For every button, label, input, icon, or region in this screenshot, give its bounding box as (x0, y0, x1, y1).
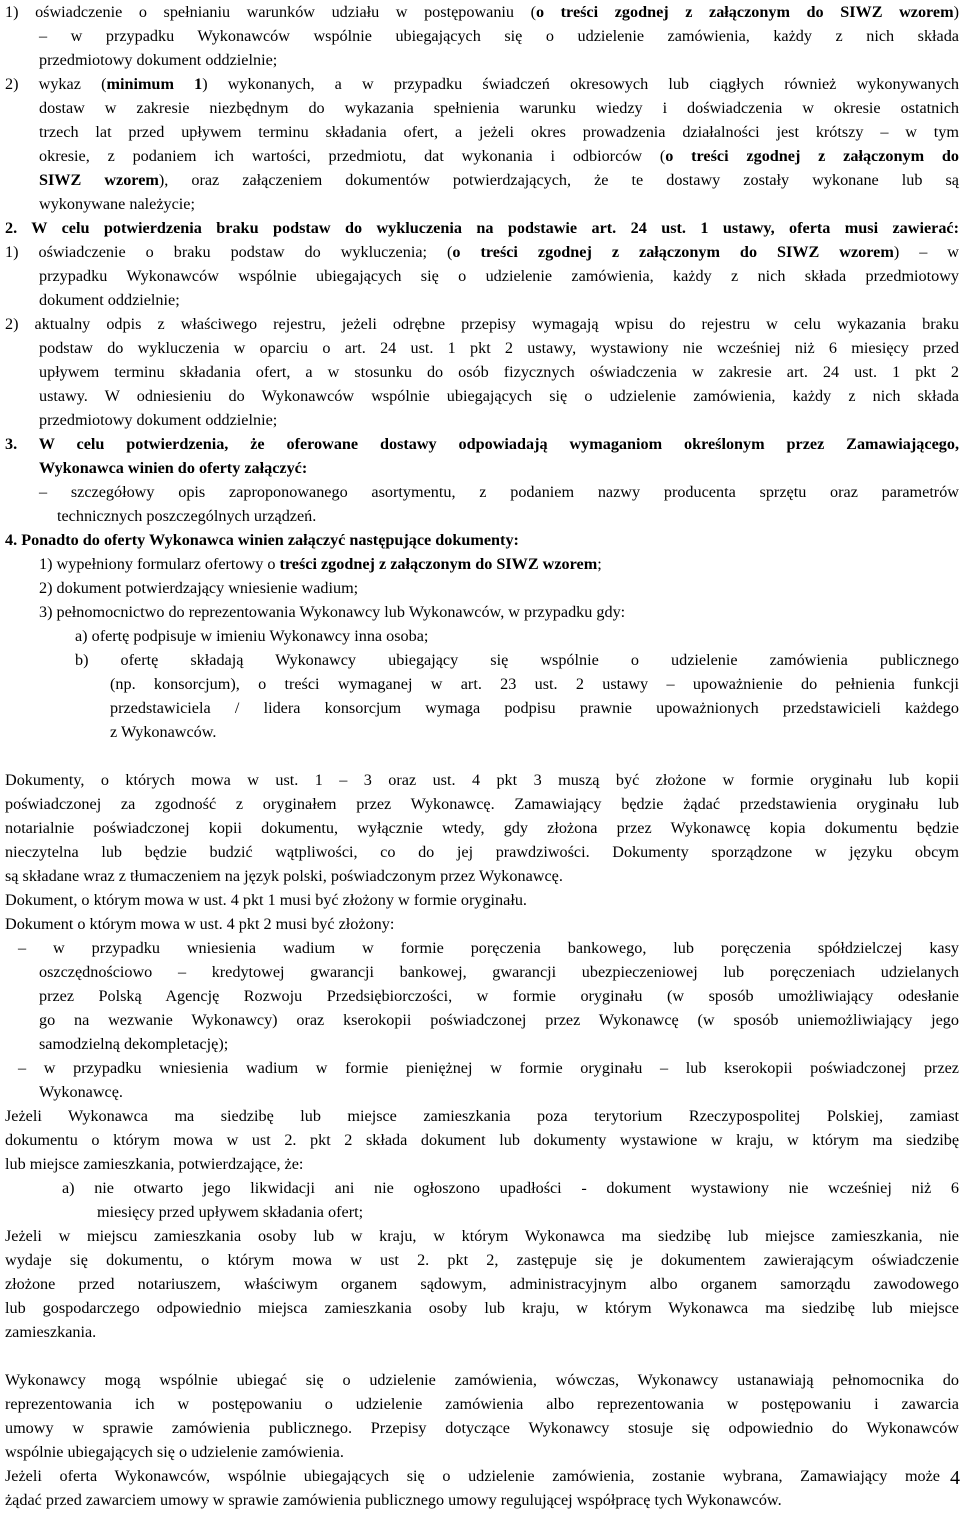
text-line: 1) oświadczenie o braku podstaw do wykluczenia; (o treści zgodnej z załączonym do SIWZ wzorem) – w (5, 243, 959, 261)
text-line: umowy w sprawie zamówienia publicznego. Przepisy dotyczące Wykonawcy stosuje się odpowiednio do Wykonawców (5, 1419, 959, 1437)
text-line: 3. W celu potwierdzenia, że oferowane dostawy odpowiadają wymaganiom określonym przez Zamawiającego, (5, 435, 959, 453)
text-line: zamieszkania. (5, 1323, 97, 1341)
text-line: Wykonawca winien do oferty załączyć: (39, 459, 308, 477)
text-line: miesięcy przed upływem składania ofert; (97, 1203, 364, 1221)
text-line: dokument oddzielnie; (39, 291, 180, 309)
text-line: 1) wypełniony formularz ofertowy o treści zgodnej z załączonym do SIWZ wzorem; (39, 555, 602, 573)
text-line: Dokumenty, o których mowa w ust. 1 – 3 oraz ust. 4 pkt 3 muszą być złożone w formie oryginału lub kopii (5, 771, 959, 789)
text-line: (np. konsorcjum), o treści wymaganej w art. 23 ust. 2 ustawy – upoważnienie do pełnienia funkcji (110, 675, 959, 693)
page-number: 4 (950, 1467, 960, 1489)
text-line: podstaw do wykluczenia w oparciu o art. 24 ust. 1 pkt 2 ustawy, wystawiony nie wcześniej niż 6 miesięcy przed (39, 339, 959, 357)
text-line: wspólnie ubiegających się o udzielenie zamówienia. (5, 1443, 344, 1461)
text-line: b) ofertę składają Wykonawcy ubiegający się wspólnie o udzielenie zamówienia publicznego (75, 651, 959, 669)
text-line: poświadczonej za zgodność z oryginałem przez Wykonawcę. Zamawiający będzie żądać przedstawienia oryginału lub (5, 795, 959, 813)
text-line: złożone przed notariuszem, właściwym organem sądowym, administracyjnym albo organem samorządu zawodowego (5, 1275, 959, 1293)
text-line: dokumentu o którym mowa w ust 2. pkt 2 składa dokument lub dokumenty wystawione w kraju, w którym ma siedzibę (5, 1131, 959, 1149)
text-line: notarialnie poświadczonej kopii dokumentu, wyłącznie wtedy, gdy złożona przez Wykonawcę kopia dokumentu będzie (5, 819, 959, 837)
text-line: Jeżeli Wykonawca ma siedzibę lub miejsce zamieszkania poza terytorium Rzeczypospolitej Polskiej, zamiast (5, 1107, 959, 1125)
text-line: 2) wykaz (minimum 1) wykonanych, a w przypadku świadczeń okresowych lub ciągłych również wykonywanych (5, 75, 959, 93)
text-line: lub gospodarczego odpowiednio miejsca zamieszkania osoby lub kraju, w którym Wykonawca ma siedzibę lub miejsce (5, 1299, 959, 1317)
text-line: ustawy. W odniesieniu do Wykonawców wspólnie ubiegających się o udzielenie zamówienia, każdy z nich składa (39, 387, 959, 405)
text-line: 2) dokument potwierdzający wniesienie wadium; (39, 579, 359, 597)
text-line: – szczegółowy opis zaproponowanego asortymentu, z podaniem nazwy producenta sprzętu oraz parametrów (39, 483, 959, 501)
text-line: Dokument o którym mowa w ust. 4 pkt 2 musi być złożony: (5, 915, 395, 933)
text-line: dostaw w zakresie niezbędnym do wykazania spełnienia warunku wiedzy i doświadczenia w okresie ostatnich (39, 99, 959, 117)
text-line: Jeżeli oferta Wykonawców, wspólnie ubiegających się o udzielenie zamówienia, zostanie wybrana, Zamawiający może (5, 1467, 940, 1485)
text-line: Dokument, o którym mowa w ust. 4 pkt 1 musi być złożony w formie oryginału. (5, 891, 527, 909)
text-line: – w przypadku wniesienia wadium w formie pieniężnej w formie oryginału – lub kserokopii poświadczonej przez (18, 1059, 959, 1077)
text-line: 2) aktualny odpis z właściwego rejestru, jeżeli odrębne przepisy wymagają wpisu do rejestru w celu wykazania braku (5, 315, 959, 333)
text-line: nieczytelna lub będzie budzić wątpliwości, co do jej prawdziwości. Dokumenty sporządzone w języku obcym (5, 843, 959, 861)
text-line: przez Polską Agencję Rozwoju Przedsiębiorczości, w formie oryginału (w sposób umożliwiający odesłanie (39, 987, 959, 1005)
text-line: a) nie otwarto jego likwidacji ani nie ogłoszono upadłości - dokument wystawiony nie wcześniej niż 6 (62, 1179, 959, 1197)
text-line: 4. Ponadto do oferty Wykonawca winien załączyć następujące dokumenty: (5, 531, 519, 549)
text-line: samodzielną dekompletację); (39, 1035, 229, 1053)
text-line: Jeżeli w miejscu zamieszkania osoby lub w kraju, w którym Wykonawca ma siedzibę lub miejsce zamieszkania, nie (5, 1227, 959, 1245)
text-line: technicznych poszczególnych urządzeń. (57, 507, 317, 525)
text-line: – w przypadku Wykonawców wspólnie ubiegających się o udzielenie zamówienia, każdy z nich składa (39, 27, 959, 45)
text-line: Wykonawcę. (39, 1083, 123, 1101)
text-line: oszczędnościowo – kredytowej gwarancji bankowej, gwarancji ubezpieczeniowej lub poręczeniach udzielanych (39, 963, 959, 981)
text-line: a) ofertę podpisuje w imieniu Wykonawcy inna osoba; (75, 627, 429, 645)
text-line: wykonywane należycie; (39, 195, 195, 213)
text-line: wydaje się dokumentu, o którym mowa w ust 2. pkt 2, zastępuje się je dokumentem zawierającym oświadczenie (5, 1251, 959, 1269)
text-line: Wykonawcy mogą wspólnie ubiegać się o udzielenie zamówienia, wówczas, Wykonawcy ustanawiają pełnomocnika do (5, 1371, 959, 1389)
text-line: – w przypadku wniesienia wadium w formie poręczenia bankowego, lub poręczenia spółdzielczej kasy (18, 939, 959, 957)
text-line: 1) oświadczenie o spełnianiu warunków udziału w postępowaniu (o treści zgodnej z załączonym do SIWZ wzorem) (5, 3, 959, 21)
text-line: lub miejsce zamieszkania, potwierdzające, że: (5, 1155, 304, 1173)
text-line: reprezentowania ich w postępowaniu o udzielenie zamówienia albo reprezentowania w postępowaniu i zawarcia (5, 1395, 959, 1413)
text-line: go na wezwanie Wykonawcy) oraz kserokopii poświadczonej przez Wykonawcę (w sposób uniemożliwiający jego (39, 1011, 959, 1029)
text-line: upływem terminu składania ofert, a w stosunku do osób fizycznych oświadczenia w zakresie art. 24 ust. 1 pkt 2 (39, 363, 959, 381)
text-line: okresie, z podaniem ich wartości, przedmiotu, dat wykonania i odbiorców (o treści zgodnej z załączonym do (39, 147, 959, 165)
text-line: 3) pełnomocnictwo do reprezentowania Wykonawcy lub Wykonawców, w przypadku gdy: (39, 603, 626, 621)
text-line: 2. W celu potwierdzenia braku podstaw do wykluczenia na podstawie art. 24 ust. 1 ustawy, oferta musi zawierać: (5, 219, 959, 237)
text-line: żądać przed zawarciem umowy w sprawie zamówienia publicznego umowy regulującej współpracę tych Wykonawców. (5, 1491, 782, 1509)
text-line: trzech lat przed upływem terminu składania ofert, a jeżeli okres prowadzenia działalności jest krótszy – w tym (39, 123, 959, 141)
text-line: SIWZ wzorem), oraz załączeniem dokumentów potwierdzających, że te dostawy zostały wykonane lub są (39, 171, 959, 189)
text-line: przedmiotowy dokument oddzielnie; (39, 51, 278, 69)
text-line: przedstawiciela / lidera konsorcjum wymaga podpisu prawnie upoważnionych przedstawicieli każdego (110, 699, 959, 717)
text-line: przedmiotowy dokument oddzielnie; (39, 411, 278, 429)
text-line: przypadku Wykonawców wspólnie ubiegających się o udzielenie zamówienia, każdy z nich składa przedmiotowy (39, 267, 959, 285)
text-line: z Wykonawców. (110, 723, 217, 741)
text-line: są składane wraz z tłumaczeniem na język polski, poświadczonym przez Wykonawcę. (5, 867, 563, 885)
